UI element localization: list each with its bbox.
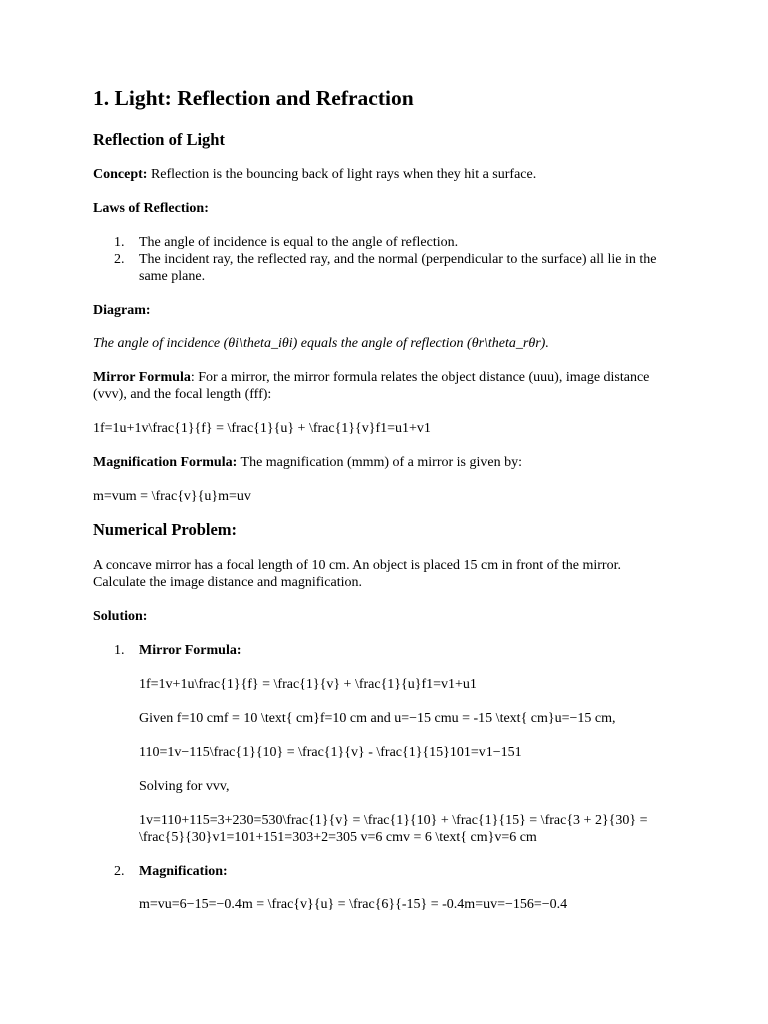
problem-text: A concave mirror has a focal length of 10 cm. An object is placed 15 cm in front of the mirror. Calculate the image distance and magnification. [93,558,621,590]
law-number: 2. [114,252,125,267]
magnification-formula-text: The magnification (mmm) of a mirror is given by: [237,455,522,470]
mirror-formula-paragraph [93,369,673,403]
step-number: 2. [114,864,125,879]
step-line: 1v=110+115=3+230=530\frac{1}{v} = \frac{1}{10} + \frac{1}{15} = \frac{3 + 2}{30} = \frac{5}{30}v1=101+151=303+2=305 v=6 cmv = 6 \text{ cm}v=6 cm [139,813,648,845]
page-title: 1. Light: Reflection and Refraction [93,86,414,110]
mirror-formula-text: For a mirror, the mirror formula relates the object distance (uuu), image distance (vvv), and the focal length (fff): [93,370,650,402]
concept-label: Concept: [93,167,148,182]
solution-heading: Solution: [93,609,148,624]
law-item: The angle of incidence is equal to the angle of reflection. [139,235,459,250]
magnification-formula-label: Magnification Formula: [93,455,238,470]
law-number: 1. [114,235,125,250]
laws-heading: Laws of Reflection: [93,201,209,216]
step-line: 110=1v−115\frac{1}{10} = \frac{1}{v} - \frac{1}{15}101=v1−151 [139,745,522,760]
magnification-formula-paragraph [93,454,522,471]
step-line: m=vu=6−15=−0.4m = \frac{v}{u} = \frac{6}{-15} = -0.4m=uv=−156=−0.4 [139,897,568,912]
mirror-formula-colon: : [190,370,195,385]
step-title: Magnification: [139,864,228,879]
mirror-formula-label: Mirror Formula [93,370,191,385]
diagram-text: The angle of incidence (θi\theta_iθi) equals the angle of reflection (θr\theta_rθr). [93,336,549,351]
concept-paragraph [93,166,536,183]
section-heading-reflection: Reflection of Light [93,130,225,149]
step-line: 1f=1v+1u\frac{1}{f} = \frac{1}{v} + \frac{1}{u}f1=v1+u1 [139,677,477,692]
diagram-heading: Diagram: [93,303,151,318]
step-line: Given f=10 cmf = 10 \text{ cm}f=10 cm and u=−15 cmu = -15 \text{ cm}u=−15 cm, [139,711,616,726]
magnification-formula-equation: m=vum = \frac{v}{u}m=uv [93,489,251,504]
law-item: The incident ray, the reflected ray, and the normal (perpendicular to the surface) all lie in the same plane. [139,252,657,284]
step-number: 1. [114,643,125,658]
concept-text: Reflection is the bouncing back of light rays when they hit a surface. [147,167,537,182]
step-line: Solving for vvv, [139,779,230,794]
step-title: Mirror Formula: [139,643,242,658]
mirror-formula-equation: 1f=1u+1v\frac{1}{f} = \frac{1}{u} + \frac{1}{v}f1=u1+v1 [93,421,431,436]
section-heading-numerical: Numerical Problem: [93,520,238,539]
